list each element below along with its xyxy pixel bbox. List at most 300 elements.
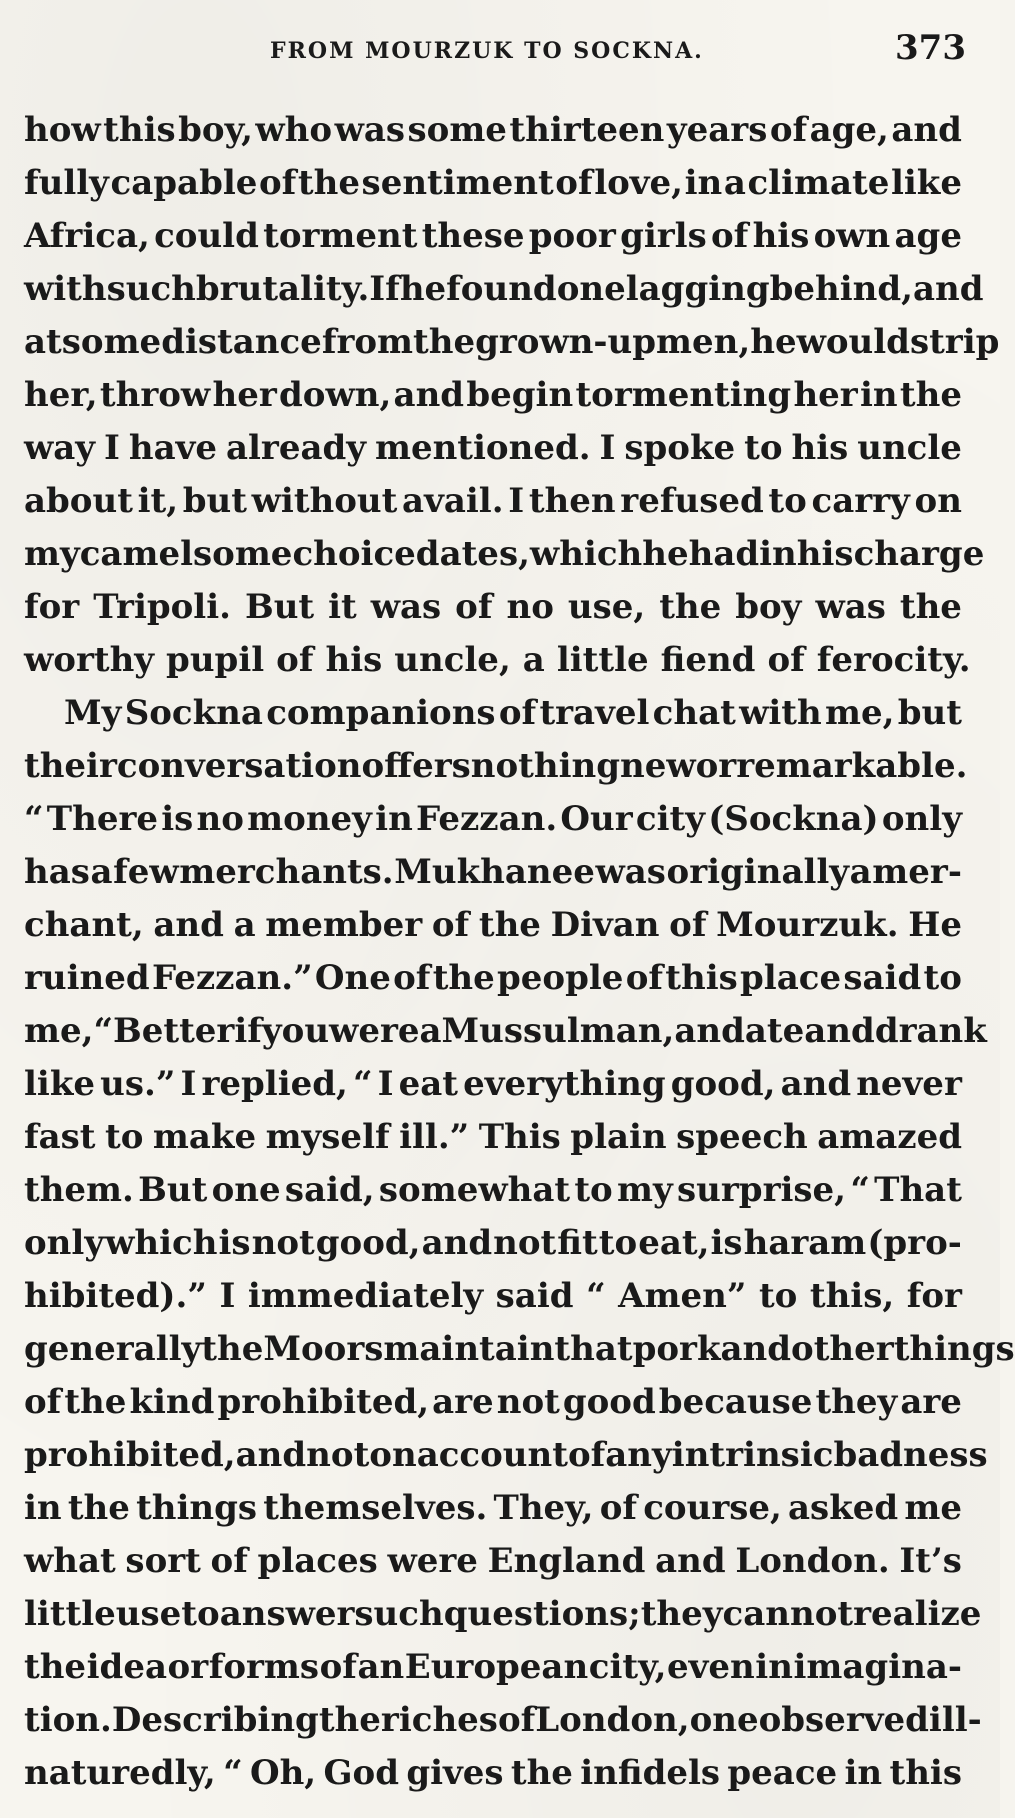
word: cannot bbox=[722, 1594, 854, 1634]
text-line bbox=[24, 1270, 962, 1323]
word: of bbox=[393, 958, 431, 998]
word: conversation bbox=[116, 746, 362, 786]
word: fast bbox=[24, 1117, 96, 1157]
word: this bbox=[665, 958, 738, 998]
word: gives bbox=[406, 1753, 504, 1793]
word: account bbox=[416, 1435, 568, 1475]
word: questions bbox=[443, 1594, 629, 1634]
word: haram bbox=[743, 1223, 867, 1263]
word: new bbox=[620, 746, 696, 786]
word: Africa, bbox=[24, 216, 150, 256]
word: of bbox=[625, 958, 664, 998]
word: only bbox=[24, 1223, 105, 1263]
word: the bbox=[432, 958, 495, 998]
word: the bbox=[67, 1488, 130, 1528]
word: was bbox=[334, 110, 406, 150]
word: a bbox=[723, 163, 746, 203]
word: in bbox=[859, 375, 898, 415]
word: climate bbox=[747, 163, 890, 203]
word: carry bbox=[811, 481, 910, 521]
word: never bbox=[856, 1064, 962, 1104]
word: generally bbox=[24, 1329, 202, 1369]
word: from bbox=[321, 322, 414, 362]
word: of bbox=[497, 1700, 536, 1740]
word: and bbox=[780, 1064, 852, 1104]
word: me, bbox=[24, 1011, 94, 1051]
word: and bbox=[720, 1329, 792, 1369]
word: for bbox=[906, 1276, 962, 1316]
word: fit bbox=[557, 1223, 598, 1263]
word: good bbox=[562, 1382, 656, 1422]
word: like bbox=[890, 163, 962, 203]
word: observed bbox=[758, 1700, 929, 1740]
word: of bbox=[210, 1541, 248, 1581]
word: This bbox=[478, 1117, 561, 1157]
word: speech bbox=[676, 1117, 808, 1157]
text-line bbox=[24, 1429, 988, 1482]
text-line bbox=[24, 422, 962, 475]
body-text bbox=[24, 104, 1015, 1800]
word: drank bbox=[874, 1011, 987, 1051]
word: to bbox=[744, 428, 783, 468]
word: pork bbox=[632, 1329, 721, 1369]
text-line bbox=[24, 899, 962, 952]
word: hibited).” bbox=[24, 1276, 207, 1316]
word: but bbox=[897, 693, 962, 733]
word: his bbox=[325, 640, 383, 680]
word: idea bbox=[86, 1647, 167, 1687]
word: mer- bbox=[872, 852, 962, 892]
word: or bbox=[167, 1647, 209, 1687]
word: imagina- bbox=[793, 1647, 962, 1687]
word: to bbox=[768, 481, 807, 521]
word: ruined bbox=[24, 958, 150, 998]
word: a bbox=[90, 852, 113, 892]
text-line bbox=[24, 1694, 982, 1747]
word: are bbox=[432, 1382, 494, 1422]
word: has bbox=[24, 852, 90, 892]
word: their bbox=[24, 746, 117, 786]
word: down, bbox=[279, 375, 392, 415]
word: and bbox=[235, 1435, 307, 1475]
text-line bbox=[24, 687, 962, 740]
word: and bbox=[913, 269, 984, 309]
word: which bbox=[529, 534, 643, 574]
word: pupil bbox=[166, 640, 265, 680]
word: the bbox=[24, 1647, 87, 1687]
word: to bbox=[923, 958, 962, 998]
word: London, bbox=[535, 1700, 690, 1740]
running-head-title: FROM MOURZUK TO SOCKNA. bbox=[270, 38, 704, 64]
word: my bbox=[24, 534, 80, 574]
word: everything bbox=[463, 1064, 666, 1104]
word: That bbox=[874, 1170, 962, 1210]
word: or bbox=[695, 746, 737, 786]
word: could bbox=[154, 216, 259, 256]
word: and bbox=[153, 905, 224, 945]
word: the bbox=[201, 1329, 264, 1369]
word: of bbox=[767, 640, 805, 680]
word: for bbox=[24, 587, 80, 627]
word: forms bbox=[208, 1647, 320, 1687]
word: to bbox=[574, 1170, 613, 1210]
word: not bbox=[496, 1382, 560, 1422]
word: mentioned. bbox=[374, 428, 591, 468]
word: a bbox=[233, 905, 256, 945]
page-number: 373 bbox=[895, 28, 966, 68]
text-line bbox=[24, 740, 968, 793]
word: charge bbox=[853, 534, 985, 574]
word: and bbox=[393, 375, 465, 415]
word: (Sockna) bbox=[708, 799, 879, 839]
word: maintain bbox=[383, 1329, 555, 1369]
word: fully bbox=[24, 163, 109, 203]
word: her, bbox=[24, 375, 98, 415]
text-line bbox=[24, 157, 962, 210]
word: prohibited, bbox=[24, 1435, 236, 1475]
word: Amen” bbox=[618, 1276, 747, 1316]
text-line bbox=[24, 475, 962, 528]
text-line bbox=[24, 1482, 962, 1535]
word: Our bbox=[560, 799, 633, 839]
word: and bbox=[891, 110, 962, 150]
word: is bbox=[161, 799, 194, 839]
word: were bbox=[387, 1541, 478, 1581]
word: such bbox=[106, 269, 196, 309]
text-line bbox=[24, 263, 984, 316]
word: it bbox=[328, 587, 357, 627]
word: a bbox=[419, 1011, 442, 1051]
word: he bbox=[750, 322, 797, 362]
word: use, bbox=[567, 587, 646, 627]
word: of bbox=[455, 587, 493, 627]
word: worthy bbox=[24, 640, 155, 680]
word: little bbox=[24, 1594, 116, 1634]
word: But bbox=[138, 1170, 208, 1210]
word: few bbox=[113, 852, 179, 892]
word: tormenting bbox=[575, 375, 792, 415]
word: “ bbox=[223, 1753, 243, 1793]
word: no bbox=[506, 587, 554, 627]
word: how bbox=[24, 110, 101, 150]
word: asked bbox=[788, 1488, 899, 1528]
word: is bbox=[710, 1223, 743, 1263]
word: they bbox=[815, 1382, 898, 1422]
word: “ bbox=[352, 1064, 373, 1104]
word: age, bbox=[809, 110, 889, 150]
word: Describing bbox=[111, 1700, 319, 1740]
word: things bbox=[893, 1329, 1015, 1369]
word: his bbox=[791, 428, 849, 468]
word: already bbox=[225, 428, 367, 468]
text-line bbox=[24, 1535, 962, 1588]
word: his bbox=[796, 534, 854, 574]
word: ill- bbox=[928, 1700, 982, 1740]
text-line bbox=[24, 793, 962, 846]
word: it, bbox=[137, 481, 179, 521]
word: chant, bbox=[24, 905, 144, 945]
word: not bbox=[306, 1435, 370, 1475]
word: eat bbox=[398, 1064, 459, 1104]
word: thirteen bbox=[509, 110, 665, 150]
word: in bbox=[684, 163, 723, 203]
text-line bbox=[24, 1323, 1015, 1376]
text-line bbox=[24, 1217, 962, 1270]
word: infidels bbox=[580, 1753, 721, 1793]
word: of bbox=[555, 163, 593, 203]
word: years bbox=[666, 110, 768, 150]
word: city bbox=[635, 799, 705, 839]
word: But bbox=[244, 587, 315, 627]
word: surprise, bbox=[677, 1170, 847, 1210]
word: dates, bbox=[415, 534, 530, 574]
word: Mourzuk. bbox=[716, 905, 899, 945]
word: to bbox=[758, 1276, 798, 1316]
word: Oh, bbox=[249, 1753, 317, 1793]
word: “ bbox=[24, 799, 44, 839]
word: make bbox=[152, 1117, 257, 1157]
word: naturedly, bbox=[24, 1753, 216, 1793]
word: the bbox=[64, 1382, 127, 1422]
word: fiend bbox=[660, 640, 756, 680]
word: money bbox=[247, 799, 372, 839]
word: the bbox=[510, 1753, 573, 1793]
word: London. bbox=[735, 1541, 890, 1581]
word: eat, bbox=[638, 1223, 710, 1263]
word: travel bbox=[539, 693, 650, 733]
word: ferocity. bbox=[816, 640, 971, 680]
word: of bbox=[319, 1647, 357, 1687]
word: of bbox=[258, 163, 297, 203]
word: myself bbox=[265, 1117, 390, 1157]
word: was bbox=[815, 587, 886, 627]
word: companions bbox=[266, 693, 496, 733]
word: you bbox=[261, 1011, 330, 1051]
word: girls bbox=[620, 216, 707, 256]
word: her bbox=[793, 375, 858, 415]
word: that bbox=[554, 1329, 633, 1369]
word: no bbox=[196, 799, 244, 839]
word: on bbox=[369, 1435, 417, 1475]
word: refused bbox=[620, 481, 764, 521]
word: not bbox=[493, 1223, 557, 1263]
word: which bbox=[105, 1223, 218, 1263]
word: about bbox=[24, 481, 133, 521]
word: plain bbox=[570, 1117, 667, 1157]
text-line bbox=[24, 1005, 987, 1058]
text-line bbox=[24, 1588, 982, 1641]
word: behind, bbox=[769, 269, 914, 309]
word: Sockna bbox=[124, 693, 263, 733]
word: said bbox=[495, 1276, 574, 1316]
word: with bbox=[739, 693, 822, 733]
word: torment bbox=[263, 216, 418, 256]
word: (pro- bbox=[867, 1223, 962, 1263]
word: He bbox=[908, 905, 962, 945]
word: ill.” bbox=[399, 1117, 470, 1157]
word: own bbox=[813, 216, 891, 256]
word: things bbox=[136, 1488, 258, 1528]
word: on bbox=[914, 481, 962, 521]
word: uncle bbox=[857, 428, 962, 468]
word: I bbox=[219, 1276, 236, 1316]
word: Tripoli. bbox=[93, 587, 231, 627]
word: riches bbox=[380, 1700, 498, 1740]
word: he bbox=[399, 269, 447, 309]
word: avail. bbox=[402, 481, 504, 521]
word: said, bbox=[284, 1170, 375, 1210]
word: of bbox=[599, 1488, 638, 1528]
word: me bbox=[904, 1488, 962, 1528]
word: at bbox=[24, 322, 62, 362]
word: places bbox=[257, 1541, 378, 1581]
word: use bbox=[115, 1594, 182, 1634]
word: then bbox=[528, 481, 616, 521]
word: the bbox=[899, 375, 962, 415]
word: of bbox=[498, 693, 537, 733]
text-line bbox=[24, 1376, 962, 1429]
word: Fezzan. bbox=[416, 799, 558, 839]
word: little bbox=[556, 640, 649, 680]
word: member bbox=[265, 905, 423, 945]
word: lagging bbox=[625, 269, 770, 309]
word: Divan bbox=[550, 905, 660, 945]
word: “ bbox=[586, 1276, 606, 1316]
word: because bbox=[658, 1382, 813, 1422]
word: is bbox=[218, 1223, 251, 1263]
word: them. bbox=[24, 1170, 134, 1210]
word: good, bbox=[670, 1064, 776, 1104]
word: Fezzan.” bbox=[151, 958, 313, 998]
word: my bbox=[617, 1170, 673, 1210]
word: choice bbox=[292, 534, 416, 574]
word: one bbox=[211, 1170, 281, 1210]
word: the bbox=[659, 587, 722, 627]
text-line bbox=[24, 104, 962, 157]
word: of bbox=[567, 1435, 606, 1475]
word: There bbox=[46, 799, 158, 839]
word: themselves. bbox=[263, 1488, 488, 1528]
word: me, bbox=[825, 693, 895, 733]
word: one bbox=[556, 269, 626, 309]
word: any bbox=[605, 1435, 672, 1475]
text-line bbox=[24, 952, 962, 1005]
text-line bbox=[24, 1058, 962, 1111]
word: in bbox=[24, 1488, 62, 1528]
text-line bbox=[24, 316, 1000, 369]
word: of bbox=[669, 905, 707, 945]
word: peace bbox=[727, 1753, 838, 1793]
word: I bbox=[599, 428, 616, 468]
word: Mussulman, bbox=[441, 1011, 675, 1051]
word: a bbox=[849, 852, 872, 892]
word: One bbox=[314, 958, 391, 998]
word: to bbox=[598, 1223, 638, 1263]
word: and bbox=[674, 1011, 745, 1051]
word: Better bbox=[113, 1011, 235, 1051]
word: badness bbox=[833, 1435, 988, 1475]
word: spoke bbox=[624, 428, 736, 468]
word: not bbox=[251, 1223, 315, 1263]
word: some bbox=[61, 322, 162, 362]
word: offers bbox=[361, 746, 471, 786]
word: European bbox=[404, 1647, 589, 1687]
word: answer bbox=[219, 1594, 355, 1634]
word: boy, bbox=[178, 110, 253, 150]
word: would bbox=[796, 322, 910, 362]
word: begin bbox=[466, 375, 574, 415]
word: was bbox=[595, 852, 666, 892]
word: amazed bbox=[817, 1117, 962, 1157]
word: somewhat bbox=[378, 1170, 571, 1210]
word: way bbox=[24, 428, 96, 468]
word: intrinsic bbox=[671, 1435, 834, 1475]
word: uncle, bbox=[394, 640, 511, 680]
word: the bbox=[478, 905, 541, 945]
text-line bbox=[24, 581, 962, 634]
text-line bbox=[24, 846, 962, 899]
word: but bbox=[182, 481, 247, 521]
word: of bbox=[711, 216, 749, 256]
word: merchants. bbox=[179, 852, 394, 892]
text-line bbox=[24, 1111, 962, 1164]
word: course, bbox=[643, 1488, 782, 1528]
word: his bbox=[752, 216, 810, 256]
word: My bbox=[64, 693, 122, 733]
word: camel bbox=[79, 534, 193, 574]
word: even bbox=[666, 1647, 755, 1687]
word: God bbox=[323, 1753, 399, 1793]
word: only bbox=[881, 799, 962, 839]
word: and bbox=[655, 1541, 726, 1581]
word: some bbox=[193, 534, 293, 574]
word: in bbox=[375, 799, 413, 839]
word: They, bbox=[493, 1488, 594, 1528]
word: this, bbox=[809, 1276, 895, 1316]
text-line bbox=[24, 210, 962, 263]
word: this bbox=[103, 110, 176, 150]
word: sentiment bbox=[361, 163, 554, 203]
word: chat bbox=[652, 693, 736, 733]
text-line bbox=[24, 528, 985, 581]
word: capable bbox=[110, 163, 258, 203]
word: he bbox=[642, 534, 689, 574]
word: what bbox=[24, 1541, 116, 1581]
text-line bbox=[24, 1641, 962, 1694]
word: with bbox=[24, 269, 107, 309]
word: grown-up bbox=[475, 322, 657, 362]
word: sort bbox=[125, 1541, 201, 1581]
word: was bbox=[370, 587, 442, 627]
word: ate bbox=[744, 1011, 805, 1051]
word: “ bbox=[93, 1011, 114, 1051]
word: people bbox=[497, 958, 624, 998]
word: if bbox=[234, 1011, 262, 1051]
word: ; bbox=[628, 1594, 641, 1634]
word: of bbox=[276, 640, 314, 680]
word: such bbox=[354, 1594, 444, 1634]
word: the bbox=[899, 587, 962, 627]
word: poor bbox=[528, 216, 616, 256]
word: without bbox=[251, 481, 398, 521]
word: originally bbox=[666, 852, 850, 892]
word: kind bbox=[129, 1382, 215, 1422]
word: I bbox=[180, 1064, 197, 1104]
word: and bbox=[421, 1223, 493, 1263]
word: throw bbox=[99, 375, 211, 415]
word: distance bbox=[161, 322, 322, 362]
word: to bbox=[105, 1117, 144, 1157]
